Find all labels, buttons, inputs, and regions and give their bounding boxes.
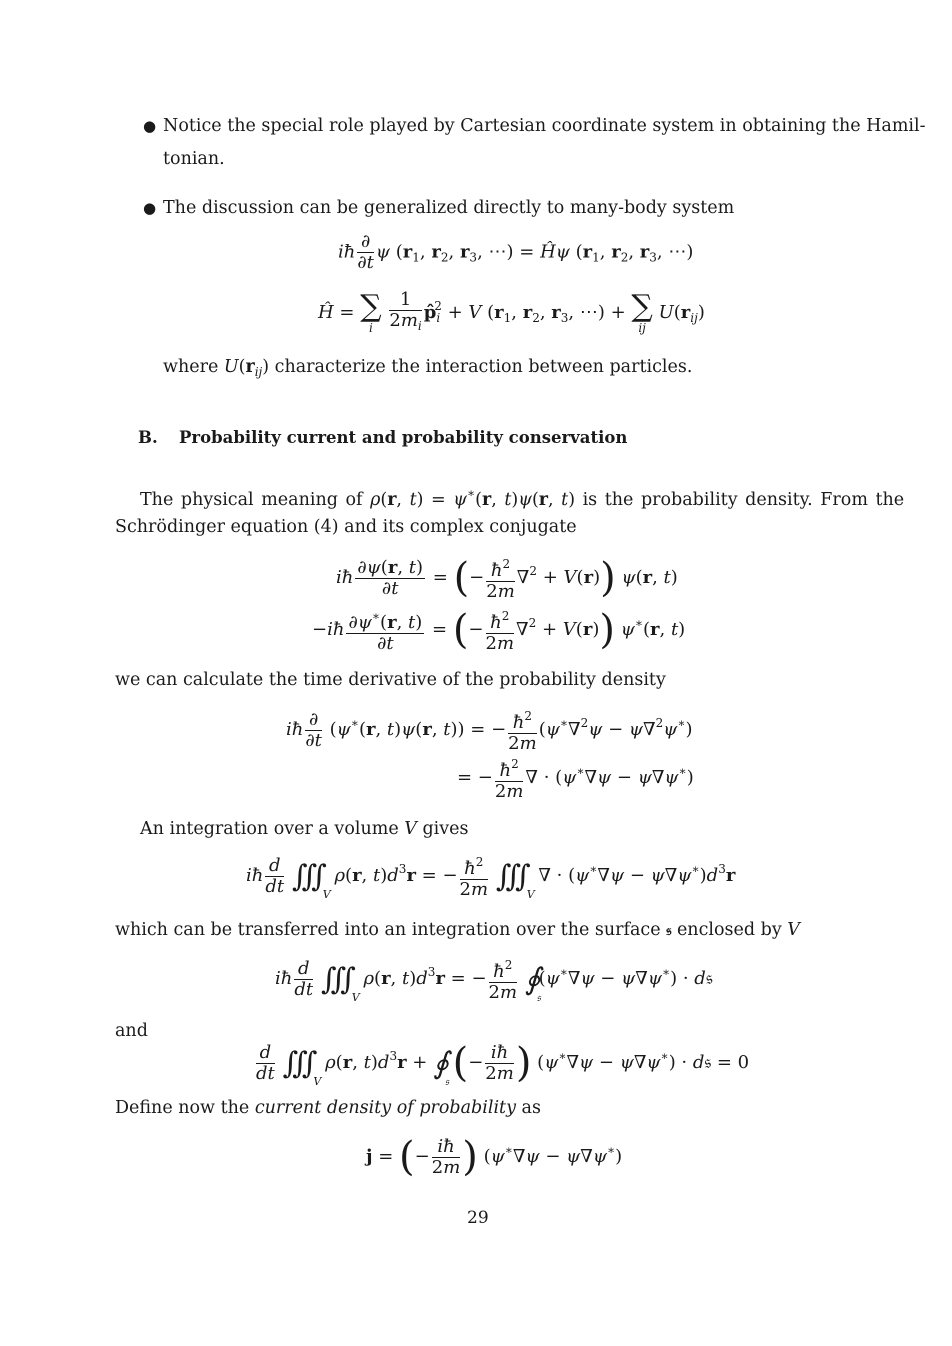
equation-conservation: $\frac{d}{dt}$ $\int\int\int_V$ ρ(r, $t)d^3r$ + $∮_𝔰$ (− $\frac{iħ}{2m}$ ) (ψ∗∇ψ − ψ∇ψ∗) · d𝔰 = 0 xyxy=(256,1040,750,1088)
paragraph-line: An integration over a volume V gives xyxy=(140,819,469,839)
equation-current-density: j = (− $\frac{iħ}{2m}$ ) (ψ∗∇ψ − ψ∇ψ∗) xyxy=(366,1134,623,1180)
paragraph-line: and xyxy=(115,1021,148,1041)
equation-density-derivative-1: iħ $\frac{\partial}{\partial t}$ (ψ∗(r, t)ψ(r, t)) = − $\frac{ħ^2}{2m}$ (ψ∗∇$^2$ψ − ψ∇$^2$ψ∗) xyxy=(286,706,693,754)
paragraph-line: The physical meaning of ρ(r, t) = ψ∗(r, t)ψ(r, t) is the probability density. From the xyxy=(140,486,905,510)
equation-many-body-schrodinger: iħ $\frac{\partial}{\partial t}$ ψ ($r_1$, $r_2$, $r_3$, ⋯) = Ĥψ ($r_1$, $r_2$, $r_3$, ⋯) xyxy=(338,231,694,273)
equation-surface-integral: iħ $\frac{d}{dt}$ $\int\int\int_V$ ρ(r, $t)d^3r$ = − $\frac{ħ^2}{2m}$ $∮_𝔰(\psi^∗\nabla\psi - \psi\nabla\psi^∗)$ · d𝔰 xyxy=(275,955,713,1003)
section-title: Probability current and probability conservation xyxy=(179,428,628,447)
paragraph-line: which can be transferred into an integration over the surface 𝔰 enclosed by V xyxy=(115,920,800,940)
bullet-1-line-2: tonian. xyxy=(163,149,225,169)
where-line: where $U(r_{ij})$ characterize the interaction between particles. xyxy=(163,357,693,379)
equation-volume-integral: iħ $\frac{d}{dt}$ $\int\int\int_V$ ρ(r, $t)d^3r$ = − $\frac{ħ^2}{2m}$ $\int\int\int_V$ ∇ · $(\psi^∗\nabla\psi - \psi\nabla\psi^∗)d^3r$ xyxy=(246,852,735,900)
equation-hamiltonian: Ĥ = ∑ i $\frac{1}{2m_i}$ $p̂_i^2 + V$ ($r_1$, $r_2$, $r_3$, ⋯) + ∑ ij $U(r_{ij})$ xyxy=(318,289,705,335)
equation-density-derivative-2: = − $\frac{ħ^2}{2m}$ ∇ · (ψ∗∇ψ − ψ∇ψ∗) xyxy=(457,754,694,802)
page-number: 29 xyxy=(467,1208,489,1228)
bullet-marker: ● xyxy=(143,117,157,135)
paragraph-line: we can calculate the time derivative of the probability density xyxy=(115,670,666,690)
section-label: B. xyxy=(138,428,158,447)
paragraph-line: Schrödinger equation (4) and its complex conjugate xyxy=(115,517,577,537)
equation-schrodinger-conjugate: −iħ $\frac{\partial\psi^∗(r, t)}{\partial t}$ = (− $\frac{ħ^2}{2m}$ ∇$^2$ + V(r)) ψ∗(r, t) xyxy=(312,607,686,654)
bullet-2-line-1: The discussion can be generalized directly to many-body system xyxy=(163,198,735,218)
paragraph-line: Define now the current density of probability as xyxy=(115,1098,541,1118)
bullet-1-line-1: Notice the special role played by Cartesian coordinate system in obtaining the Hamil- xyxy=(163,116,926,136)
bullet-marker: ● xyxy=(143,199,157,217)
equation-schrodinger: iħ $\frac{\partial\psi(r, t)}{\partial t}$ = (− $\frac{ħ^2}{2m}$ ∇$^2$ + V(r)) ψ(r, t) xyxy=(336,555,678,602)
